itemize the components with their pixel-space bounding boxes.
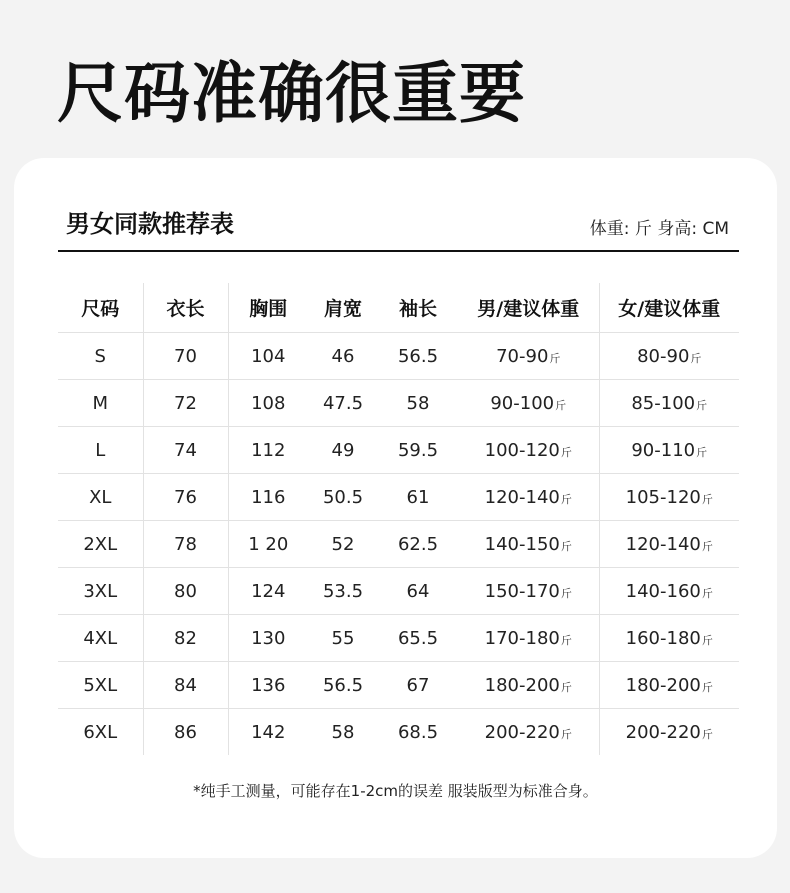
cell-length [143, 380, 228, 427]
chart-subtitle: 男女同款推荐表 [66, 210, 234, 238]
cell-value: 116 [251, 486, 286, 508]
cell-value: 90-100 [490, 392, 555, 414]
cell-size [58, 427, 143, 474]
cell-length [143, 474, 228, 521]
cell-value: 180-200 [625, 674, 701, 696]
cell-chest [228, 333, 308, 380]
cell-sleeve [378, 380, 458, 427]
cell-value: 65.5 [397, 627, 439, 649]
cell-value: 5XL [83, 674, 118, 696]
weight-unit: 斤 [560, 492, 572, 506]
cell-size [58, 568, 143, 615]
cell-value: 120-140 [625, 533, 701, 555]
cell-value: 2XL [83, 533, 118, 555]
cell-value: 85-100 [631, 392, 696, 414]
cell-value: 200-220 [625, 721, 701, 743]
measurement-footnote: *纯手工测量，可能存在1-2cm的误差 服装版型为标准合身。 [193, 782, 598, 800]
column-header: 袖长 [378, 283, 458, 333]
cell-shoulder [308, 615, 378, 662]
weight-unit: 斤 [560, 445, 572, 459]
cell-sleeve [378, 474, 458, 521]
cell-value: 52 [331, 533, 355, 555]
cell-value: 124 [251, 580, 286, 602]
cell-length [143, 333, 228, 380]
cell-chest [228, 568, 308, 615]
cell-value: XL [89, 486, 112, 508]
cell-value: 61 [406, 486, 430, 508]
cell-size [58, 380, 143, 427]
weight-unit: 斤 [701, 492, 713, 506]
cell-size [58, 615, 143, 662]
column-header: 男/建议体重 [458, 283, 599, 333]
cell-value: 78 [174, 533, 197, 555]
cell-value: 200-220 [484, 721, 560, 743]
cell-value: 160-180 [625, 627, 701, 649]
weight-unit: 斤 [696, 398, 708, 412]
cell-female [599, 427, 739, 474]
cell-value: 49 [331, 439, 355, 461]
cell-value: 70 [174, 345, 197, 367]
cell-value: 56.5 [397, 345, 439, 367]
cell-value: 90-110 [631, 439, 696, 461]
cell-chest [228, 615, 308, 662]
cell-value: 64 [406, 580, 430, 602]
cell-value: 74 [174, 439, 197, 461]
table-row [58, 662, 739, 709]
cell-value: 142 [251, 721, 286, 743]
cell-length [143, 568, 228, 615]
cell-value: S [94, 345, 106, 367]
cell-value: 55 [331, 627, 355, 649]
cell-male [458, 474, 599, 521]
card-header [58, 198, 739, 252]
cell-value: 3XL [83, 580, 118, 602]
cell-value: 105-120 [625, 486, 701, 508]
column-header: 胸围 [228, 283, 308, 333]
cell-female [599, 568, 739, 615]
cell-female [599, 662, 739, 709]
weight-unit: 斤 [560, 539, 572, 553]
cell-male [458, 709, 599, 756]
weight-unit: 斤 [701, 680, 713, 694]
table-row [58, 474, 739, 521]
cell-size [58, 662, 143, 709]
weight-unit: 斤 [701, 586, 713, 600]
table-row [58, 427, 739, 474]
weight-unit: 斤 [560, 680, 572, 694]
cell-value: 112 [251, 439, 286, 461]
cell-female [599, 380, 739, 427]
cell-value: 76 [174, 486, 197, 508]
cell-sleeve [378, 662, 458, 709]
cell-chest [228, 709, 308, 756]
weight-unit: 斤 [696, 445, 708, 459]
cell-length [143, 521, 228, 568]
cell-value: 136 [251, 674, 286, 696]
cell-value: 68.5 [397, 721, 439, 743]
weight-unit: 斤 [690, 351, 702, 365]
cell-value: 100-120 [484, 439, 560, 461]
size-chart-card [14, 158, 777, 858]
cell-length [143, 615, 228, 662]
cell-male [458, 521, 599, 568]
cell-male [458, 380, 599, 427]
weight-unit: 斤 [701, 633, 713, 647]
weight-unit: 斤 [549, 351, 561, 365]
cell-length [143, 662, 228, 709]
cell-male [458, 615, 599, 662]
cell-length [143, 427, 228, 474]
cell-value: 58 [406, 392, 430, 414]
cell-chest [228, 380, 308, 427]
cell-value: 130 [251, 627, 286, 649]
column-header: 衣长 [143, 283, 228, 333]
table-row [58, 333, 739, 380]
cell-value: 86 [174, 721, 197, 743]
table-row [58, 568, 739, 615]
cell-shoulder [308, 521, 378, 568]
cell-value: 6XL [83, 721, 118, 743]
cell-value: L [95, 439, 106, 461]
column-header: 尺码 [58, 283, 143, 333]
cell-value: 104 [251, 345, 286, 367]
cell-shoulder [308, 333, 378, 380]
weight-unit: 斤 [560, 633, 572, 647]
cell-size [58, 474, 143, 521]
cell-sleeve [378, 427, 458, 474]
cell-female [599, 521, 739, 568]
cell-chest [228, 662, 308, 709]
cell-value: 82 [174, 627, 197, 649]
cell-value: 46 [331, 345, 355, 367]
cell-value: 72 [174, 392, 197, 414]
weight-unit: 斤 [560, 727, 572, 741]
table-row [58, 709, 739, 756]
cell-value: 1 20 [248, 533, 289, 555]
cell-value: 80 [174, 580, 197, 602]
cell-value: 120-140 [484, 486, 560, 508]
weight-unit: 斤 [555, 398, 567, 412]
cell-male [458, 427, 599, 474]
cell-chest [228, 521, 308, 568]
cell-value: 4XL [83, 627, 118, 649]
cell-sleeve [378, 521, 458, 568]
cell-value: 56.5 [322, 674, 364, 696]
unit-note: 体重: 斤 身高: CM [589, 219, 729, 239]
cell-female [599, 333, 739, 380]
cell-size [58, 709, 143, 756]
cell-value: 140-150 [484, 533, 560, 555]
table-row [58, 521, 739, 568]
cell-male [458, 662, 599, 709]
cell-value: 150-170 [484, 580, 560, 602]
cell-sleeve [378, 709, 458, 756]
cell-value: 84 [174, 674, 197, 696]
cell-value: 62.5 [397, 533, 439, 555]
column-header: 肩宽 [308, 283, 378, 333]
cell-value: M [92, 392, 109, 414]
table-header-row [58, 283, 739, 333]
size-table [58, 283, 739, 755]
cell-value: 58 [331, 721, 355, 743]
cell-female [599, 615, 739, 662]
weight-unit: 斤 [701, 539, 713, 553]
cell-shoulder [308, 568, 378, 615]
cell-value: 47.5 [322, 392, 364, 414]
table-row [58, 380, 739, 427]
table-row [58, 615, 739, 662]
cell-shoulder [308, 662, 378, 709]
weight-unit: 斤 [560, 586, 572, 600]
cell-shoulder [308, 427, 378, 474]
cell-value: 50.5 [322, 486, 364, 508]
cell-female [599, 474, 739, 521]
cell-size [58, 333, 143, 380]
cell-value: 70-90 [496, 345, 549, 367]
cell-chest [228, 474, 308, 521]
weight-unit: 斤 [701, 727, 713, 741]
cell-male [458, 333, 599, 380]
cell-size [58, 521, 143, 568]
cell-shoulder [308, 474, 378, 521]
cell-value: 67 [406, 674, 430, 696]
cell-shoulder [308, 380, 378, 427]
cell-value: 170-180 [484, 627, 560, 649]
cell-value: 80-90 [637, 345, 690, 367]
cell-shoulder [308, 709, 378, 756]
cell-value: 108 [251, 392, 286, 414]
cell-value: 59.5 [397, 439, 439, 461]
cell-value: 53.5 [322, 580, 364, 602]
cell-length [143, 709, 228, 756]
cell-chest [228, 427, 308, 474]
page-headline: 尺码准确很重要 [57, 55, 526, 132]
cell-sleeve [378, 568, 458, 615]
cell-sleeve [378, 615, 458, 662]
cell-male [458, 568, 599, 615]
cell-value: 180-200 [484, 674, 560, 696]
cell-sleeve [378, 333, 458, 380]
column-header: 女/建议体重 [599, 283, 739, 333]
cell-female [599, 709, 739, 756]
cell-value: 140-160 [625, 580, 701, 602]
